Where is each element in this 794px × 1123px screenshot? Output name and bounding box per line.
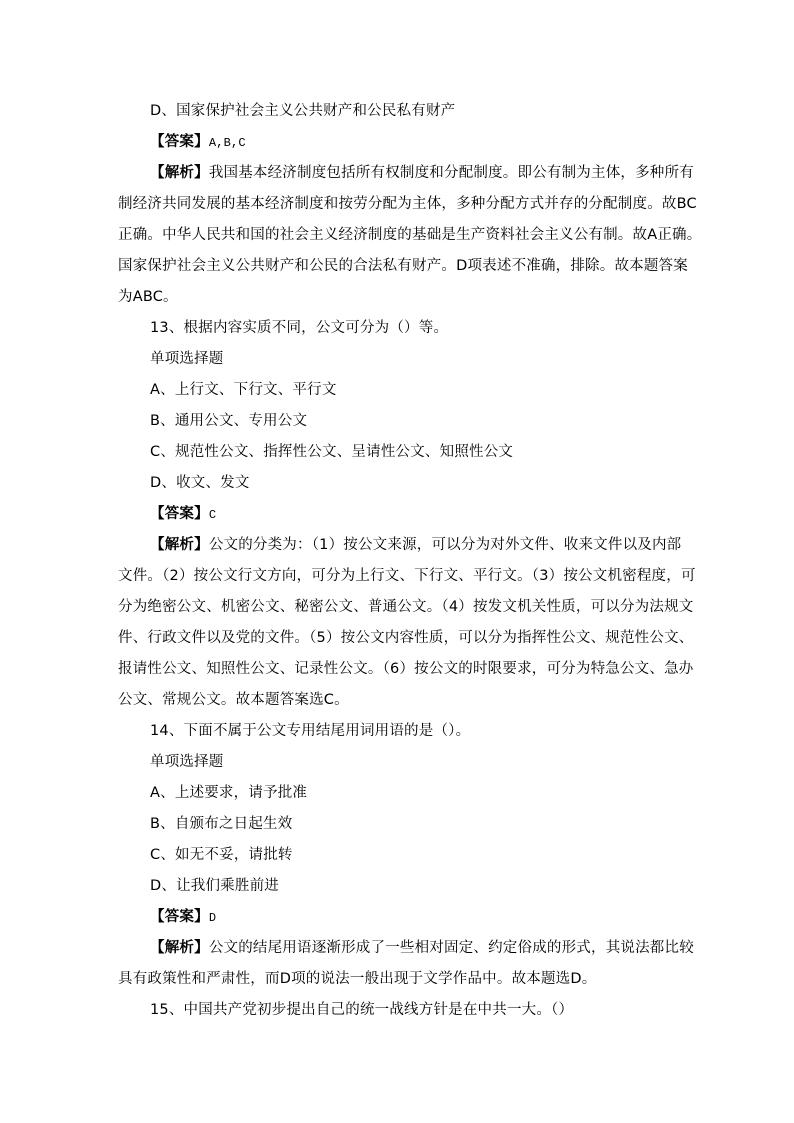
paragraph-line: 正确。中华人民共和国的社会主义经济制度的基础是生产资料社会主义公有制。故A正确。 (118, 227, 702, 243)
analysis-text: 公文的分类为：（1）按公文来源，可以分为对外文件、收来文件以及内部 (208, 537, 682, 553)
q15-question: 15、中国共产党初步提出自己的统一战线方针是在中共一大。（） (150, 1002, 574, 1018)
paragraph-line: 制经济共同发展的基本经济制度和按劳分配为主体，多种分配方式并存的分配制度。故BC (118, 196, 697, 212)
q14-type: 单项选择题 (150, 754, 224, 770)
answer-value: C (208, 508, 217, 522)
paragraph-line: 为ABC。 (118, 289, 178, 305)
answer-label: 【答案】 (150, 909, 209, 925)
q14-option-d: D、让我们乘胜前进 (150, 878, 279, 894)
q12-answer (150, 132, 246, 153)
q12-option-d: D、国家保护社会主义公共财产和公民私有财产 (150, 103, 456, 119)
analysis-label: 【解析】 (150, 940, 209, 956)
q13-type: 单项选择题 (150, 351, 224, 367)
analysis-text: 我国基本经济制度包括所有权制度和分配制度。即公有制为主体，多种所有 (208, 165, 694, 181)
paragraph-line: 报请性公文、知照性公文、记录性公文。（6）按公文的时限要求，可分为特急公文、急办 (118, 661, 694, 677)
q13-answer (150, 504, 216, 525)
analysis-label: 【解析】 (150, 537, 209, 553)
q14-option-b: B、自颁布之日起生效 (150, 816, 293, 832)
q14-option-a: A、上述要求，请予批准 (150, 785, 308, 801)
paragraph-line: 件、行政文件以及党的文件。（5）按公文内容性质，可以分为指挥性公文、规范性公文、 (118, 630, 694, 646)
answer-value: A,B,C (208, 136, 246, 150)
answer-label: 【答案】 (150, 506, 209, 522)
q14-question: 14、下面不属于公文专用结尾用词用语的是（）。 (150, 723, 471, 739)
paragraph-line: 国家保护社会主义公共财产和公民的合法私有财产。D项表述不准确，排除。故本题答案 (118, 258, 688, 274)
q13-analysis (150, 535, 681, 555)
q13-option-d: D、收文、发文 (150, 475, 250, 491)
q13-question: 13、根据内容实质不同，公文可分为（）等。 (150, 320, 449, 336)
q14-option-c: C、如无不妥，请批转 (150, 847, 293, 863)
answer-value: D (208, 911, 217, 925)
analysis-label: 【解析】 (150, 165, 209, 181)
q14-answer (150, 907, 216, 928)
answer-label: 【答案】 (150, 134, 209, 150)
q13-option-b: B、通用公文、专用公文 (150, 413, 308, 429)
q13-option-c: C、规范性公文、指挥性公文、呈请性公文、知照性公文 (150, 444, 514, 460)
q13-option-a: A、上行文、下行文、平行文 (150, 382, 337, 398)
q14-analysis (150, 938, 694, 958)
q12-analysis (150, 163, 694, 183)
paragraph-line: 具有政策性和严肃性，而D项的说法一般出现于文学作品中。故本题选D。 (118, 971, 597, 987)
paragraph-line: 公文、常规公文。故本题答案选C。 (118, 692, 349, 708)
analysis-text: 公文的结尾用语逐渐形成了一些相对固定、约定俗成的形式，其说法都比较 (208, 940, 694, 956)
paragraph-line: 文件。（2）按公文行文方向，可分为上行文、下行文、平行文。（3）按公文机密程度，可 (118, 568, 696, 584)
paragraph-line: 分为绝密公文、机密公文、秘密公文、普通公文。（4）按发文机关性质，可以分为法规文 (118, 599, 694, 615)
